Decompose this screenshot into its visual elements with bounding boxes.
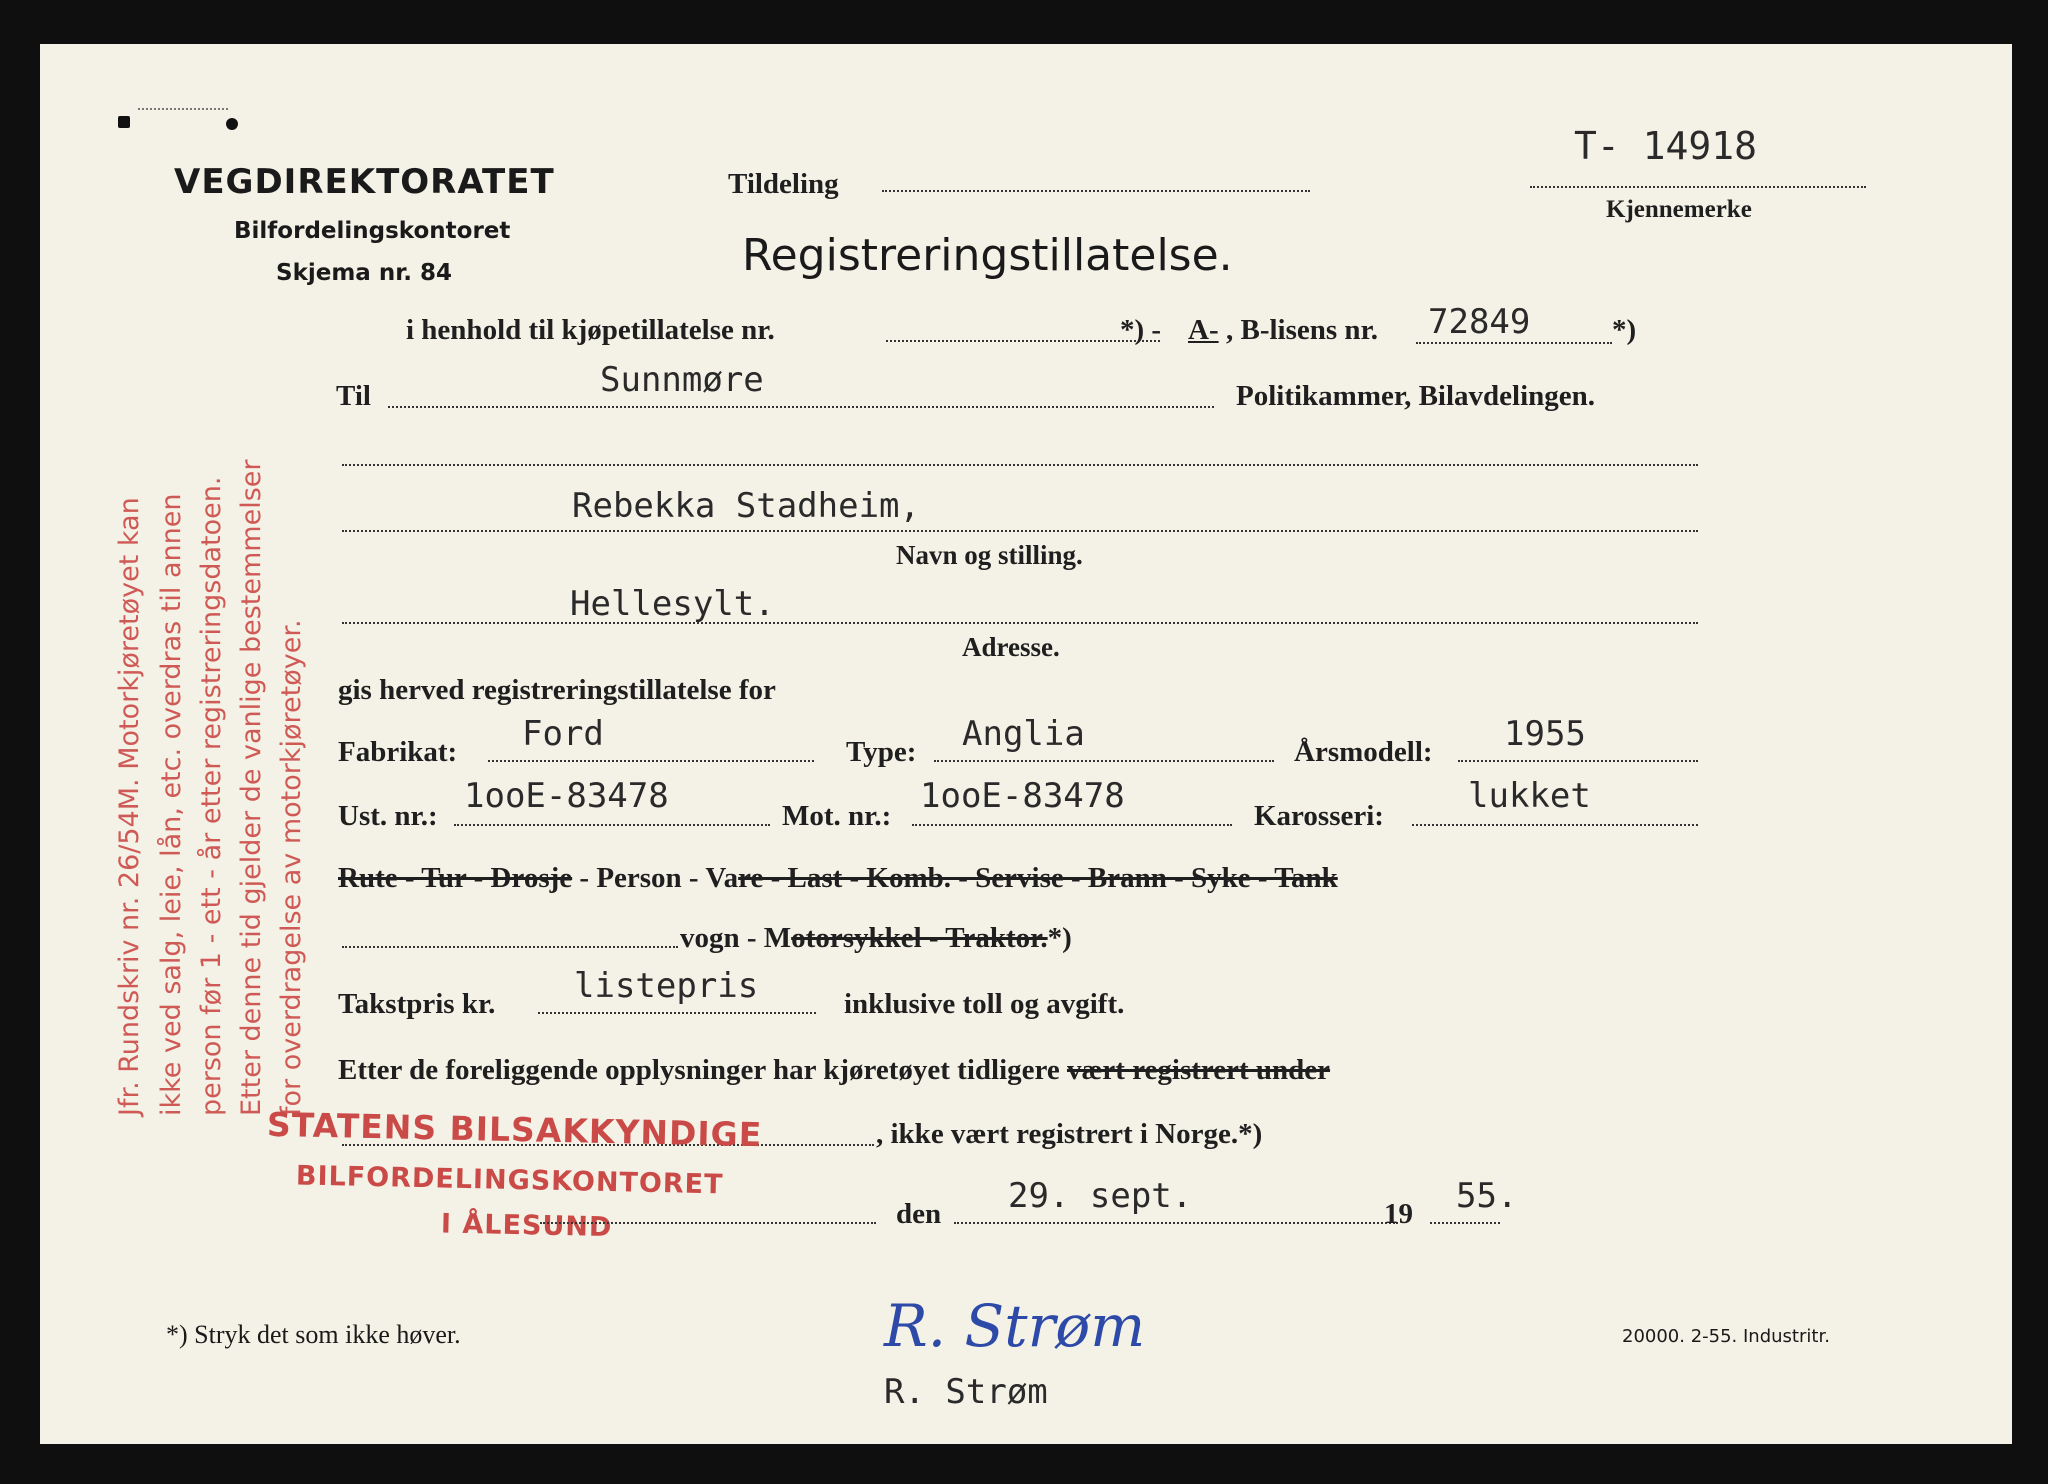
category-struck-1: Rute - Tur - Drosje [338,862,573,894]
category-row [338,862,1338,895]
signature: R. Strøm [884,1292,1146,1360]
vogn-end: *) [1047,922,1072,954]
line1-mid: *) - [1120,314,1162,346]
kjopetillatelse-label: i henhold til kjøpetillatelse nr. [406,314,775,346]
year-value: 1955 [1504,714,1586,754]
date-year-prefix: 19 [1384,1198,1413,1230]
history-suffix: , ikke vært registrert i Norge.*) [876,1118,1263,1150]
side-note-4: Etter denne tid gjelder de vanlige bestemmelser [236,459,267,1116]
price-label: Takstpris kr. [338,988,496,1020]
owner-name: Rebekka Stadheim, [572,486,920,526]
year-label: Årsmodell: [1294,736,1433,768]
category-kept: - Person - Va [572,862,739,894]
history-text [338,1054,1330,1087]
karosseri-field [1412,824,1698,826]
date-day: 29. sept. [1008,1176,1193,1216]
category-struck-3: otorsykkel - Traktor. [791,922,1048,954]
category-a: A- [1188,314,1219,346]
name-label: Navn og stilling. [896,540,1083,570]
lisens-field [1416,342,1612,344]
form-title: Registreringstillatelse. [742,230,1233,281]
address-label: Adresse. [962,632,1060,662]
signer-name: R. Strøm [884,1372,1048,1412]
side-note-5: for overdragelse av motorkjøretøyer. [276,619,307,1116]
date-field [954,1222,1398,1224]
type-field [934,760,1274,762]
ust-label: Ust. nr.: [338,800,438,832]
blank-line [342,464,1698,466]
ink-smudge [118,108,268,138]
office-name: Bilfordelingskontoret [234,218,511,244]
date-year-suffix: 55. [1456,1176,1518,1216]
fabrikat-label: Fabrikat: [338,736,458,768]
side-note-2: ikke ved salg, leie, lån, etc. overdras til annen [156,493,187,1116]
tildeling-field [882,190,1310,192]
category-struck-2: re - Last - Komb. - Servise - Brann - Syke - Tank [738,862,1338,894]
district-value: Sunnmøre [600,360,764,400]
type-label: Type: [846,736,917,768]
office-stamp [265,1105,763,1246]
plate-number: T- 14918 [1574,124,1758,168]
address-field [342,622,1698,624]
plate-field [1530,186,1866,188]
kjopetillatelse-field [886,340,1160,342]
karosseri-label: Karosseri: [1254,800,1384,832]
lisens-number: 72849 [1428,302,1531,342]
year-suffix-field [1430,1222,1500,1224]
org-name: VEGDIREKTORATET [174,162,555,202]
footer-note: *) Stryk det som ikke høver. [166,1320,461,1349]
stamp-line-3: I ÅLESUND [440,1208,613,1244]
stamp-line-2: BILFORDELINGSKONTORET [295,1160,724,1201]
tildeling-label: Tildeling [728,168,839,200]
date-den: den [896,1198,942,1230]
side-note-1: Jfr. Rundskriv nr. 26/54M. Motorkjøretøyet kan [114,497,145,1116]
price-field [538,1012,816,1014]
stamp-line-1: STATENS BILSAKKYNDIGE [266,1104,763,1155]
form-number: Skjema nr. 84 [276,260,453,286]
plate-label: Kjennemerke [1606,196,1752,223]
history-main: Etter de foreliggende opplysninger har kjøretøyet tidligere [338,1054,1060,1086]
history-struck: vært registrert under [1066,1054,1331,1086]
registration-form [40,44,2012,1444]
grant-text: gis herved registreringstillatelse for [338,674,776,706]
lisens-label: , B-lisens nr. [1226,314,1379,346]
ust-field [454,824,770,826]
til-label: Til [336,380,371,412]
price-suffix: inklusive toll og avgift. [844,988,1125,1020]
mot-label: Mot. nr.: [782,800,892,832]
vogn-text: vogn - M [680,922,792,954]
price-value: listepris [574,966,759,1006]
ust-value: 1ooE-83478 [464,776,669,816]
mot-value: 1ooE-83478 [920,776,1125,816]
fabrikat-value: Ford [522,714,604,754]
mot-field [912,824,1232,826]
vogn-row [680,922,1072,955]
line1-suffix: *) [1612,314,1637,346]
karosseri-value: lukket [1468,776,1591,816]
fabrikat-field [488,760,814,762]
police-dept: Politikammer, Bilavdelingen. [1236,380,1596,412]
type-value: Anglia [962,714,1085,754]
name-field [342,530,1698,532]
place-field [540,1222,876,1224]
owner-address: Hellesylt. [570,584,775,624]
district-field [388,406,1214,408]
vogn-field [342,946,678,948]
year-field [1458,760,1698,762]
print-info: 20000. 2-55. Industritr. [1622,1326,1830,1347]
side-note-3: person før 1 - ett - år etter registreringsdatoen. [196,476,227,1116]
